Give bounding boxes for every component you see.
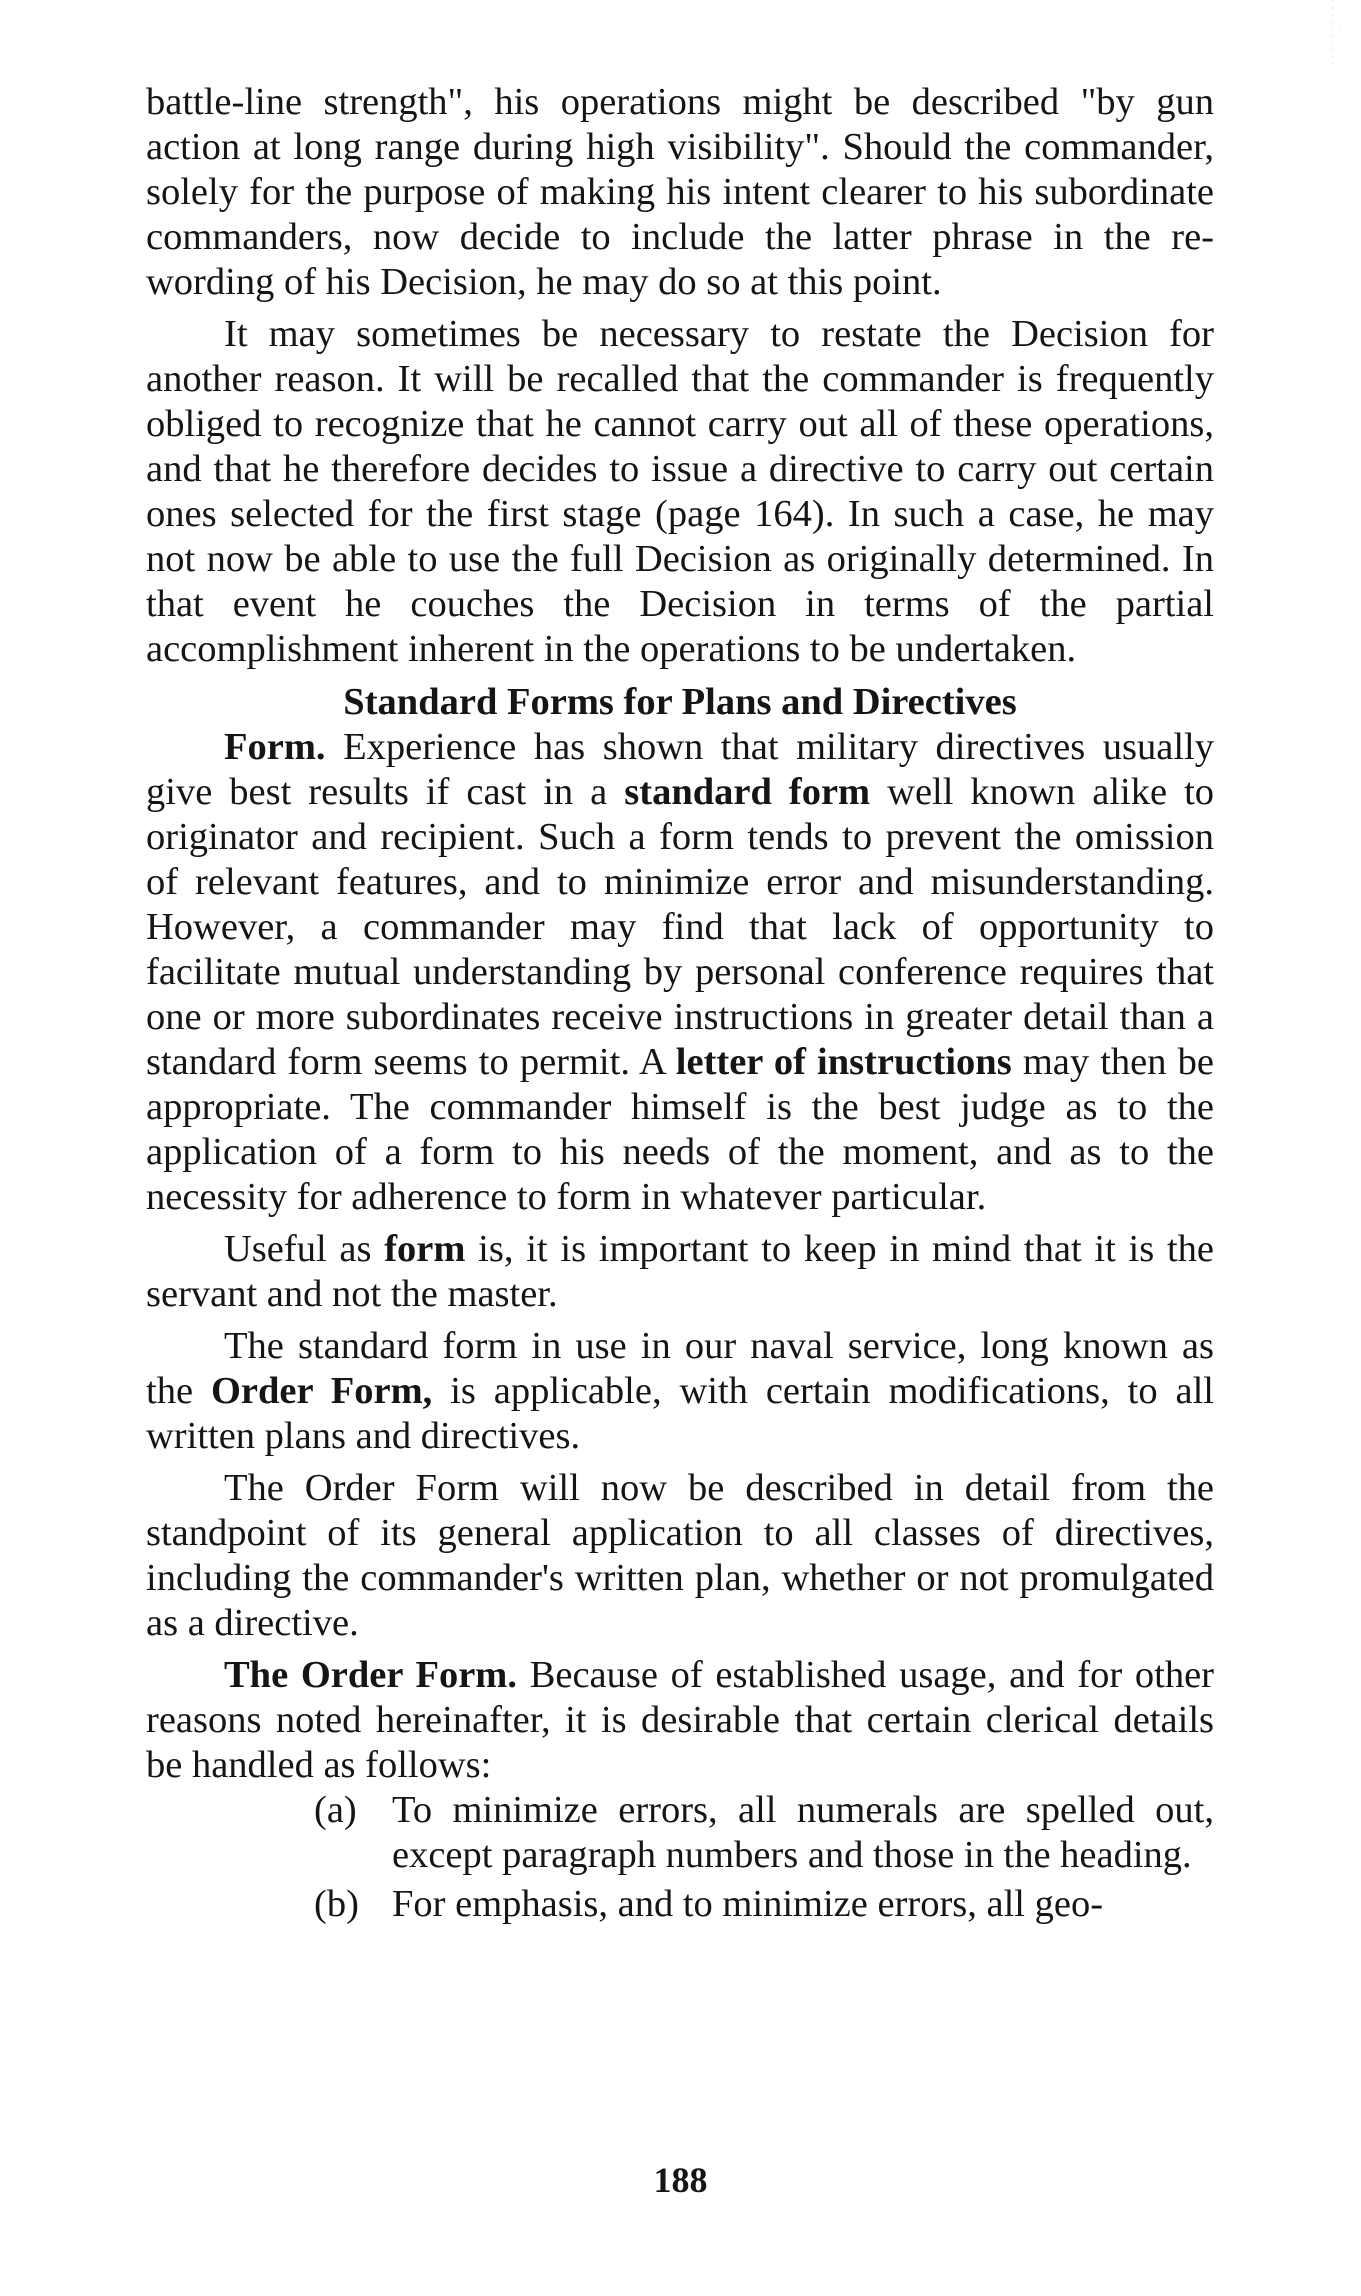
list-marker: (b) [314,1883,359,1925]
bold-term: The Order Form. [224,1654,518,1696]
list-item-text: To minimize errors, all numerals are spelled out, except paragraph numbers and those in the heading. [392,1789,1214,1876]
text-run: Because of established usage, and for other reasons noted hereinafter, it is desirable that certain clerical details be handled as follows: [146,1654,1214,1786]
bold-term: Form. [224,726,326,768]
paragraph-useful-form [146,1227,1214,1317]
text-run: well known alike to originator and recipient. Such a form tends to prevent the omission of relevant features, and to minimize error and misunderstanding. However, a commander may find that lack of opportunity to facilitate mutual understanding by personal conference requires that one or more subordinates receive instructions in greater detail than a standard form seems to permit. A [146,771,1215,1083]
text-run: is applicable, with certain modifications, to all written plans and directives. [146,1370,1214,1457]
bold-term: letter of instructions [675,1041,1012,1083]
bold-term: form [384,1228,466,1270]
paragraph-the-order-form [146,1653,1214,1788]
list-item-b [314,1882,1214,1927]
bold-term: Order Form, [210,1370,433,1412]
text-run: Useful as [224,1228,385,1270]
list-marker: (a) [314,1789,357,1831]
paragraph-standard-form [146,1324,1214,1459]
text-run: is, it is important to keep in mind that it is the servant and not the master. [146,1228,1214,1315]
section-heading: Standard Forms for Plans and Directives [343,681,1017,723]
text-run: The Order Form will now be described in detail from the standpoint of its general application to all classes of directives, including the commander's written plan, whether or not promulgated as a directive. [146,1467,1214,1644]
scan-edge-artifact [1329,0,1343,70]
text-column [146,80,1214,1927]
page-number: 188 [653,2160,708,2200]
paragraph-order-form-description [146,1466,1214,1646]
list-item-a [314,1788,1214,1878]
bold-term: standard form [624,771,871,813]
paragraph-restate-decision [146,312,1214,672]
text-run: The standard form in use in our naval service, long known as the [146,1325,1214,1412]
text-run: It may sometimes be necessary to restate the Decision for another reason. It will be recalled that the commander is frequently obliged to recognize that he cannot carry out all of these operations, and that he therefore decides to issue a directive to carry out certain ones selected for the first stage (page 164). In such a case, he may not now be able to use the full Decision as originally determined. In that event he couches the Decision in terms of the partial accomplishment inherent in the operations to be undertaken. [146,313,1214,670]
text-run: Experience has shown that military directives usually give best results if cast in a [146,726,1214,813]
paragraph-form [146,725,1214,1220]
text-run: may then be appropriate. The commander himself is the best judge as to the application of a form to his needs of the moment, and as to the necessity for adherence to form in whatever particular. [146,1041,1214,1218]
paragraph-continuation [146,80,1214,305]
text-run: battle-line strength", his operations might be described "by gun action at long range during high visibility". Should the commander, solely for the purpose of making his intent clearer to his subordinate commanders, now decide to include the latter phrase in the re-wording of his Decision, he may do so at this point. [146,81,1214,303]
list-item-text: For emphasis, and to minimize errors, all geo- [392,1883,1104,1925]
